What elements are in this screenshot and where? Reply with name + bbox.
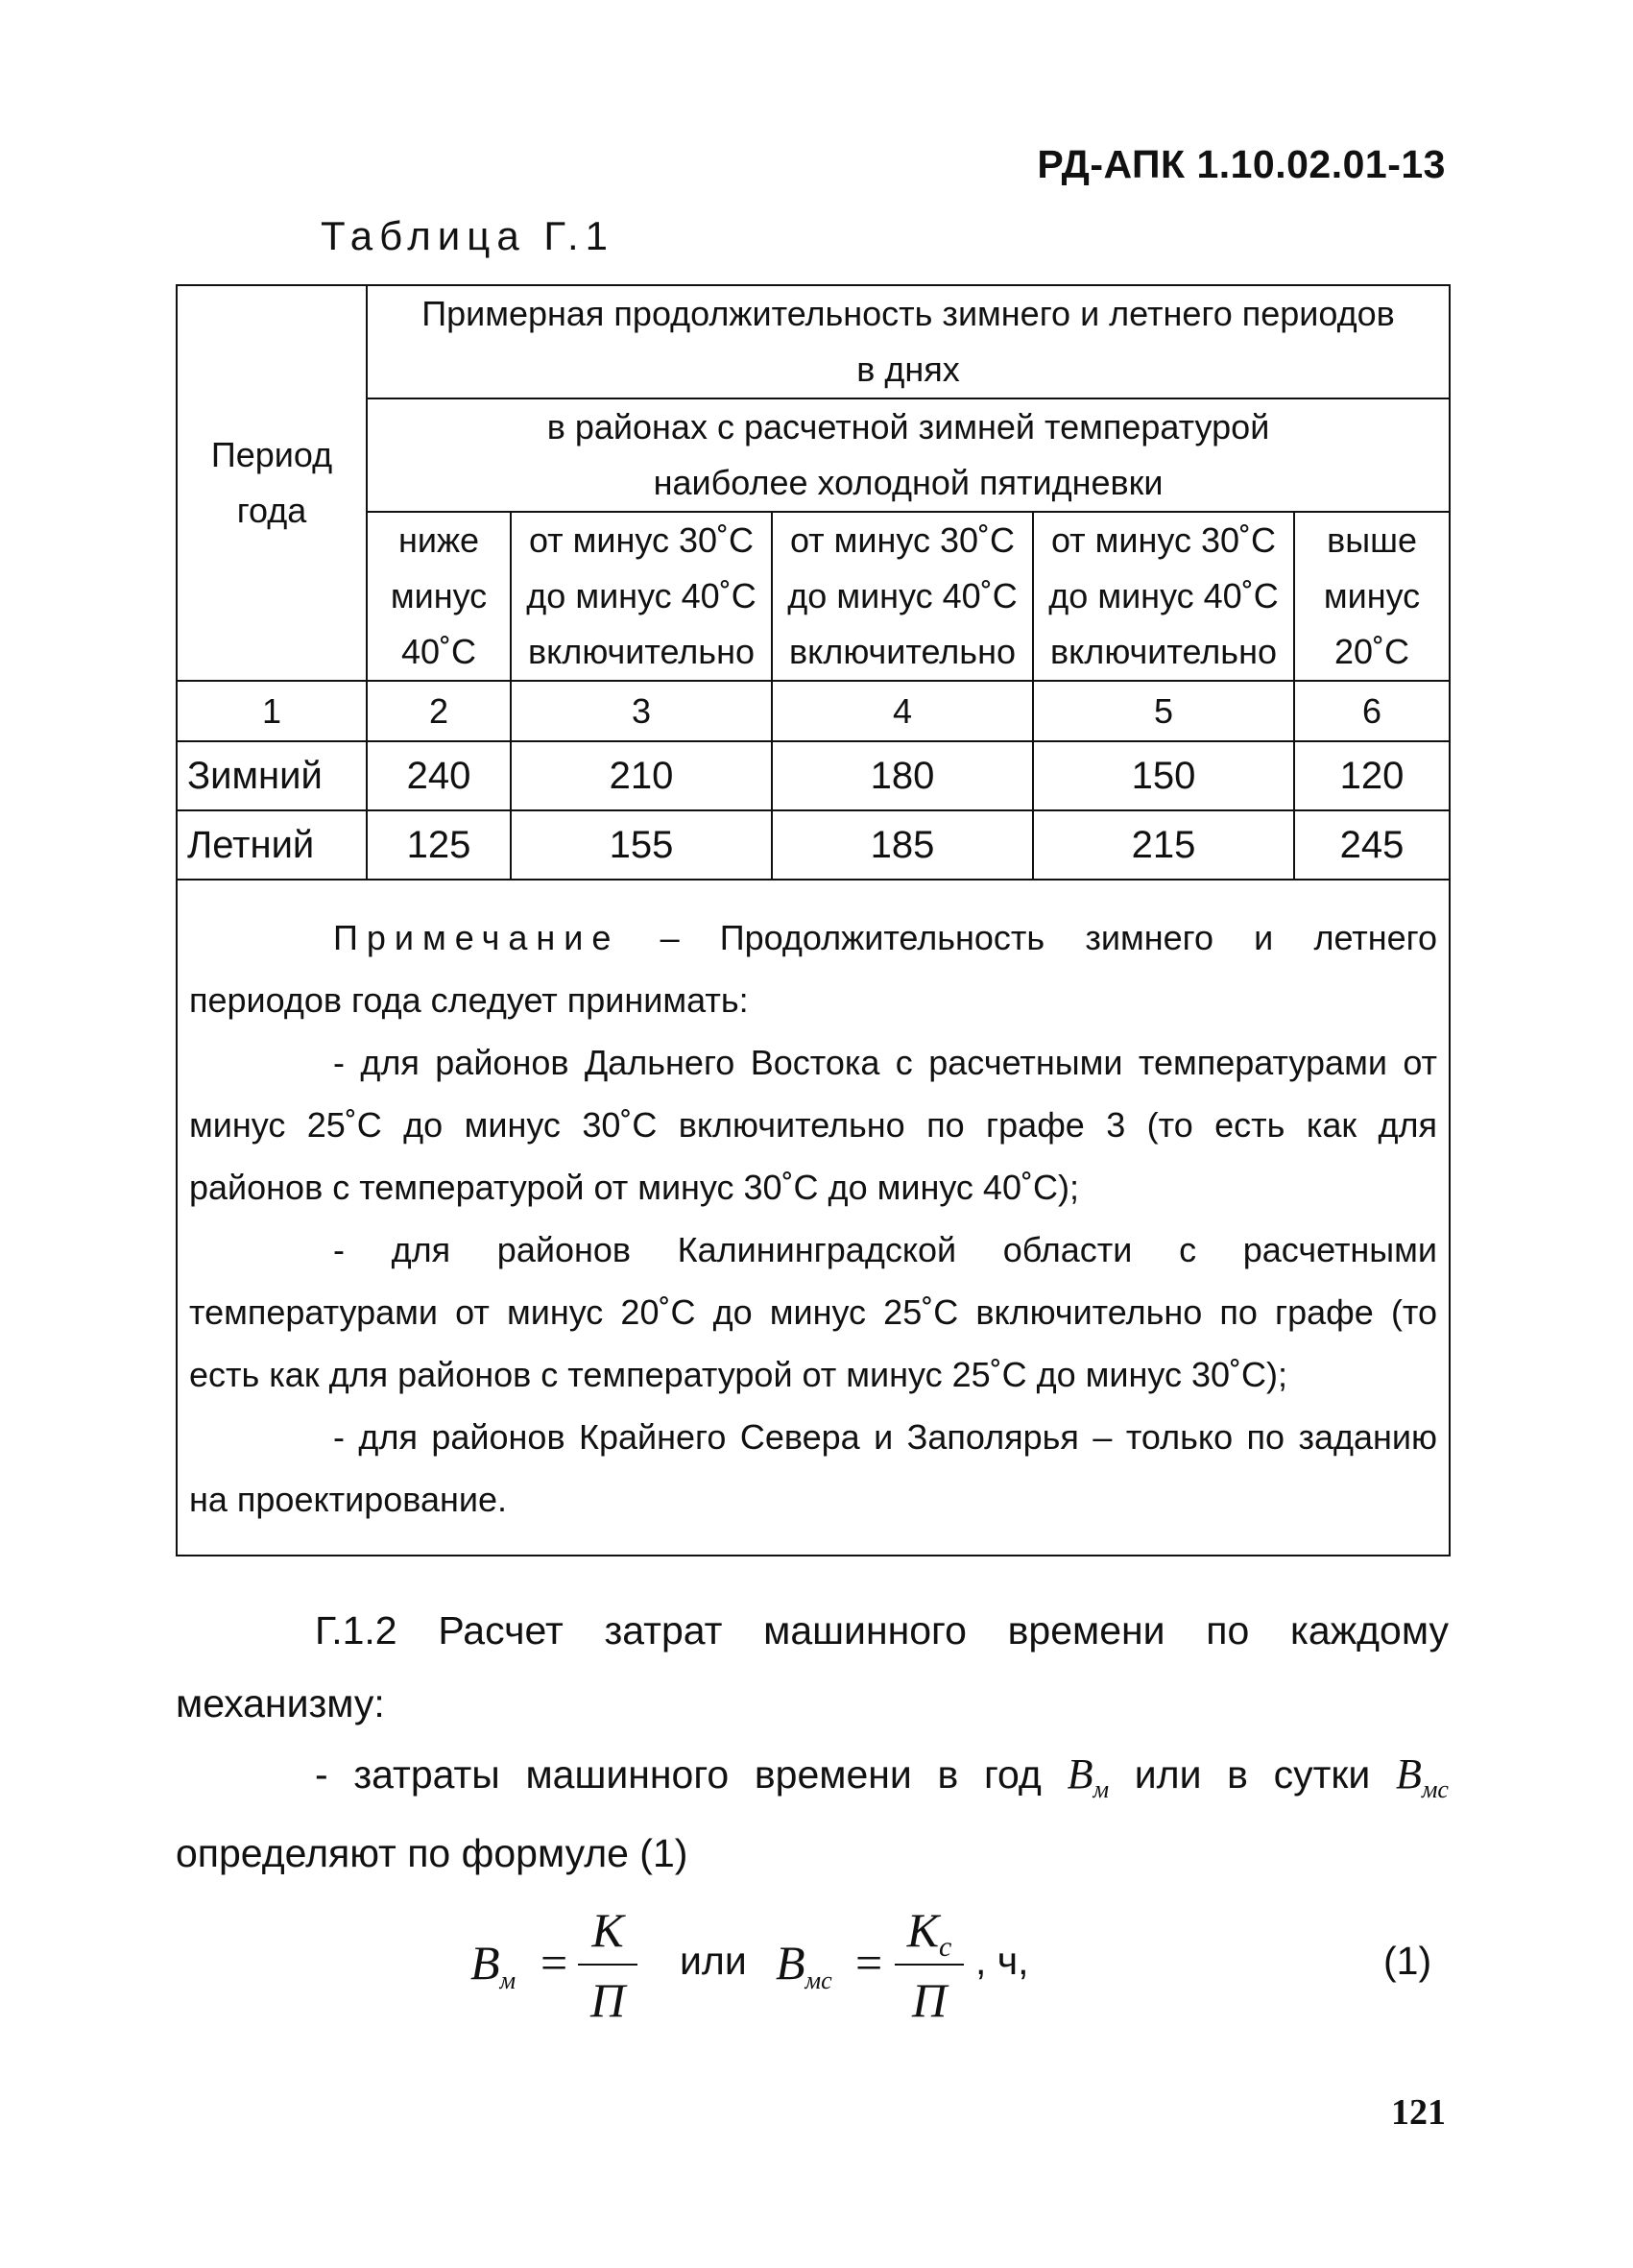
column-header-line: включительно (528, 632, 755, 671)
page-number: 121 (1391, 2092, 1446, 2133)
formula-lhs (776, 1935, 832, 1994)
column-header-line: до минус 40˚С (1048, 576, 1279, 615)
equals-sign: = (540, 1936, 568, 1990)
table-row (177, 810, 1450, 880)
symbol-subscript: мс (804, 1966, 832, 1994)
note-paragraph (189, 906, 1437, 1031)
symbol-letter: В (776, 1936, 805, 1990)
column-header-line: минус (1323, 576, 1421, 615)
formula-or: или (680, 1939, 747, 1983)
row-header-cell (177, 285, 367, 681)
body-paragraph (176, 1738, 1449, 1890)
column-header (1294, 512, 1450, 681)
symbol-letter: В (470, 1936, 500, 1990)
column-header-line: минус (390, 576, 488, 615)
note-paragraph: - для районов Крайнего Севера и Заполярья – только по заданию на проектирование. (189, 1417, 1438, 1519)
column-number: 2 (367, 681, 511, 741)
table-row (177, 741, 1450, 810)
table-caption: Таблица Г.1 (321, 213, 614, 258)
table-cell: 155 (511, 810, 772, 880)
note-paragraph: - для районов Дальнего Востока с расчетными температурами от минус 25˚С до минус 30˚С включительно по графе 3 (то есть как для районов с температурой от минус 30˚С до минус 40˚С); (189, 1043, 1438, 1207)
table-cell: 240 (367, 741, 511, 810)
table-cell: 180 (772, 741, 1033, 810)
column-header-line: 40˚С (400, 632, 477, 671)
symbol-subscript: м (499, 1966, 516, 1994)
symbol-letter: В (1395, 1750, 1422, 1798)
symbol-subscript: мс (1421, 1775, 1449, 1803)
column-header-line: от минус 30˚С (528, 520, 755, 560)
formula (176, 1896, 1449, 2040)
table-cell: 215 (1033, 810, 1294, 880)
column-number: 4 (772, 681, 1033, 741)
fraction (574, 1896, 641, 2035)
column-header-line: до минус 40˚С (787, 576, 1018, 615)
top-header-line: в днях (856, 350, 960, 389)
table-cell: 210 (511, 741, 772, 810)
sub-header-cell (367, 398, 1450, 512)
formula-lhs (470, 1935, 516, 1994)
paragraph-text: определяют по формуле (1) (176, 1831, 688, 1875)
formula-unit: , ч, (975, 1939, 1029, 1983)
column-number: 1 (177, 681, 367, 741)
paragraph-text: или в сутки (1109, 1752, 1396, 1797)
column-number: 3 (511, 681, 772, 741)
fraction (891, 1896, 968, 2035)
table-cell: 120 (1294, 741, 1450, 810)
column-header-line: ниже (397, 520, 480, 560)
body-paragraph (176, 1594, 1449, 1740)
note-paragraph: - для районов Калининградской области с расчетными температурами от минус 20˚С до минус 25˚С включительно по графе (то есть как для районов с температурой от минус 25˚С до минус 30˚С); (189, 1230, 1438, 1394)
symbol-letter: В (1067, 1750, 1093, 1798)
numerator: К (591, 1903, 624, 1957)
paragraph-text: Г.1.2 Расчет затрат машинного времени по каждому механизму: (176, 1608, 1449, 1725)
table-cell: 125 (367, 810, 511, 880)
sub-header-line: наиболее холодной пятидневки (653, 463, 1164, 502)
column-header-line: выше (1327, 520, 1417, 560)
paragraph-text: - затраты машинного времени в год (315, 1752, 1068, 1797)
column-header (367, 512, 511, 681)
numerator (891, 1896, 968, 1964)
column-number: 5 (1033, 681, 1294, 741)
column-header-line: до минус 40˚С (526, 576, 756, 615)
column-header (1033, 512, 1294, 681)
column-header (511, 512, 772, 681)
table-cell: 185 (772, 810, 1033, 880)
sub-header-line: в районах с расчетной зимней температурой (546, 407, 1270, 446)
table-cell: 150 (1033, 741, 1294, 810)
equals-sign: = (855, 1936, 883, 1990)
note-prefix: Примечание (333, 918, 620, 957)
formula-number: (1) (1383, 1939, 1432, 1983)
document-code: РД-АПК 1.10.02.01-13 (1037, 142, 1446, 186)
top-header-line: Примерная продолжительность зимнего и летнего периодов (421, 294, 1395, 333)
column-number-row (177, 681, 1450, 741)
top-header-cell (367, 285, 1450, 398)
symbol-b (1067, 1750, 1110, 1803)
row-header-line: года (236, 491, 307, 530)
row-label: Летний (177, 810, 367, 880)
denominator: П (589, 1973, 626, 2027)
column-header-line: от минус 30˚С (789, 520, 1016, 560)
column-header-line: 20˚С (1334, 632, 1410, 671)
note-text: – Продолжительность зимнего и летнего периодов года следует принимать: (189, 918, 1438, 1020)
duration-table (176, 284, 1451, 1556)
symbol-subscript: м (1093, 1775, 1110, 1803)
denominator: П (911, 1973, 948, 2027)
column-number: 6 (1294, 681, 1450, 741)
numerator-subscript: с (938, 1931, 952, 1963)
symbol-b (1395, 1750, 1449, 1803)
row-header-line: Период (210, 435, 333, 474)
table-cell: 245 (1294, 810, 1450, 880)
row-label: Зимний (177, 741, 367, 810)
table-note (177, 880, 1450, 1556)
column-header-line: включительно (1050, 632, 1277, 671)
column-header-line: включительно (789, 632, 1016, 671)
column-header-line: от минус 30˚С (1050, 520, 1277, 560)
column-header (772, 512, 1033, 681)
numerator-letter: К (906, 1903, 939, 1957)
